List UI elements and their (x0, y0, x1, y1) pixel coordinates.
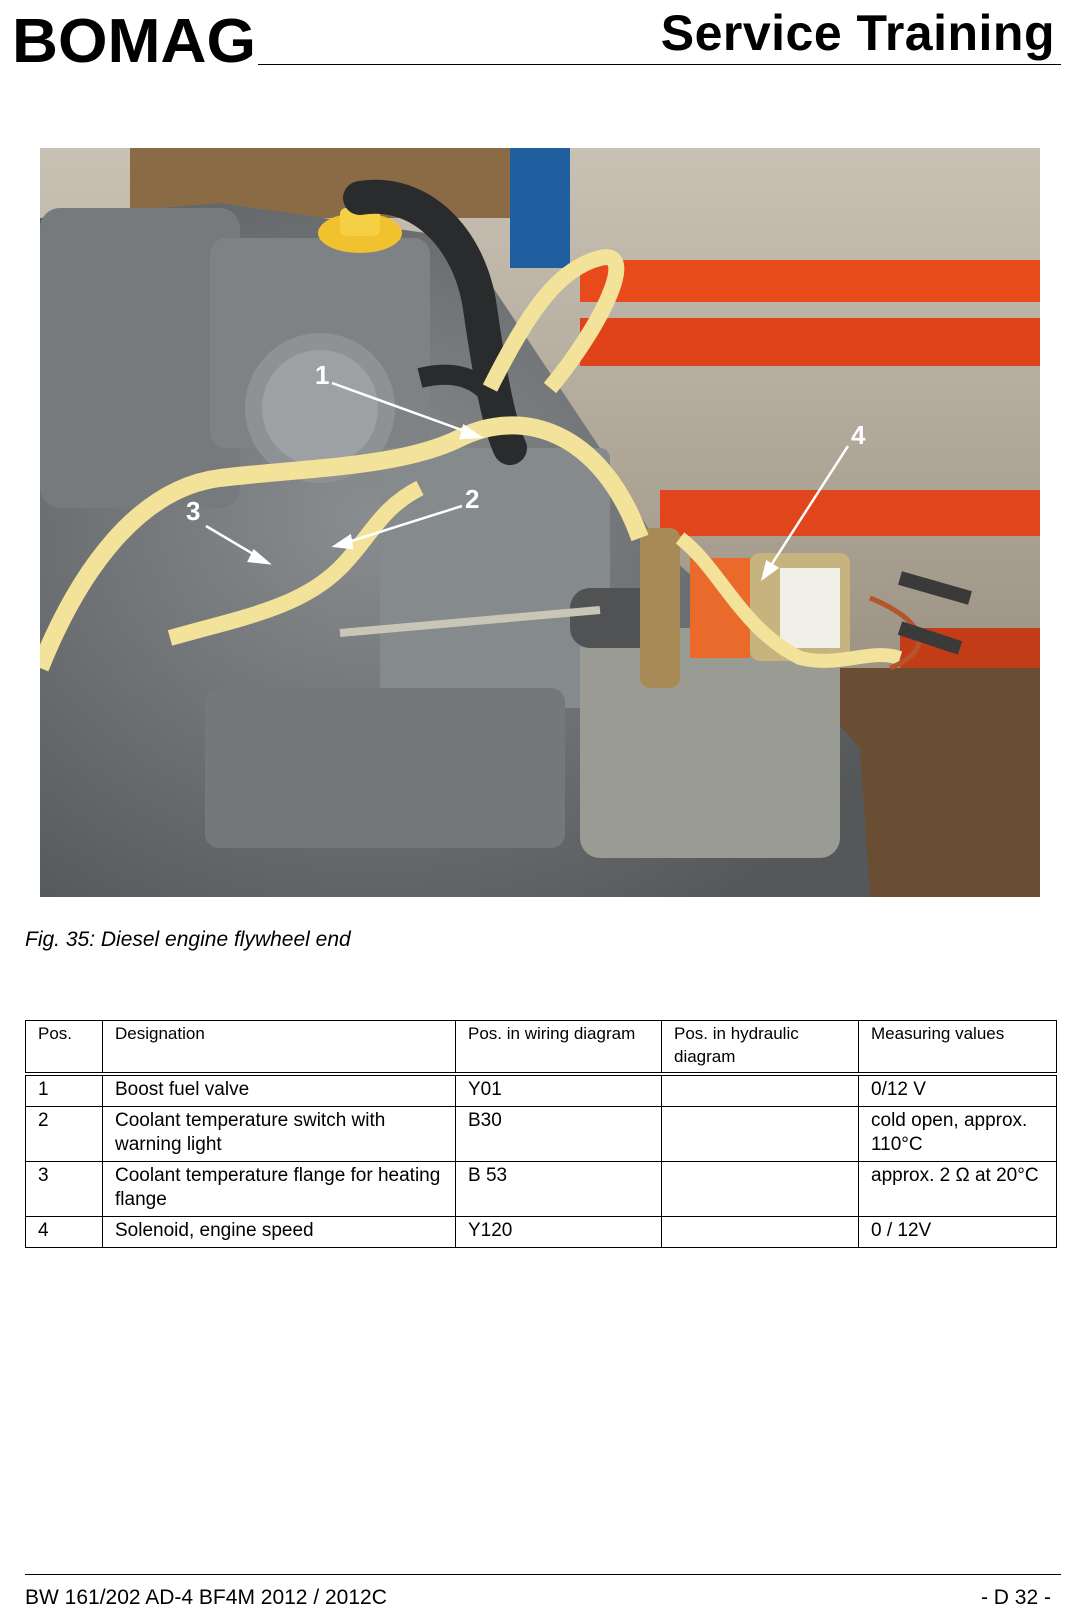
cell-wiring-pos: B 53 (456, 1162, 662, 1217)
table-row (26, 1074, 1057, 1107)
table-row (26, 1107, 1057, 1162)
cell-measuring-value: approx. 2 Ω at 20°C (859, 1162, 1057, 1217)
callout-4: 4 (851, 420, 866, 450)
cell-designation: Solenoid, engine speed (103, 1217, 456, 1248)
cell-wiring-pos: B30 (456, 1107, 662, 1162)
column-header: Pos. in hydraulic diagram (662, 1021, 859, 1075)
cell-measuring-value: 0/12 V (859, 1074, 1057, 1107)
table-header-row (26, 1021, 1057, 1075)
engine-photo (40, 148, 1040, 897)
footer-divider (25, 1574, 1061, 1575)
page-number: - D 32 - (980, 1586, 1051, 1609)
callout-1: 1 (315, 360, 330, 390)
cell-pos: 1 (26, 1074, 103, 1107)
cell-hydraulic-pos (662, 1217, 859, 1248)
bomag-logo (12, 12, 260, 68)
figure-caption: Fig. 35: Diesel engine flywheel end (25, 928, 351, 951)
cell-hydraulic-pos (662, 1074, 859, 1107)
cell-wiring-pos: Y01 (456, 1074, 662, 1107)
logo-text: BOMAG (12, 12, 256, 68)
table-row (26, 1162, 1057, 1217)
table-row (26, 1217, 1057, 1248)
cell-measuring-value: cold open, approx. 110°C (859, 1107, 1057, 1162)
parts-table (25, 1020, 1057, 1248)
cell-measuring-value: 0 / 12V (859, 1217, 1057, 1248)
cell-pos: 4 (26, 1217, 103, 1248)
callout-3: 3 (186, 496, 201, 526)
cell-wiring-pos: Y120 (456, 1217, 662, 1248)
cell-hydraulic-pos (662, 1162, 859, 1217)
header-divider (258, 64, 1061, 65)
column-header: Measuring values (859, 1021, 1057, 1075)
column-header: Designation (103, 1021, 456, 1075)
cell-designation: Coolant temperature flange for heating flange (103, 1162, 456, 1217)
column-header: Pos. (26, 1021, 103, 1075)
callout-2: 2 (465, 484, 480, 514)
cell-pos: 3 (26, 1162, 103, 1217)
cell-designation: Boost fuel valve (103, 1074, 456, 1107)
cell-designation: Coolant temperature switch with warning light (103, 1107, 456, 1162)
footer-model: BW 161/202 AD-4 BF4M 2012 / 2012C (25, 1586, 387, 1609)
cell-hydraulic-pos (662, 1107, 859, 1162)
page-title: Service Training (660, 5, 1055, 61)
column-header: Pos. in wiring diagram (456, 1021, 662, 1075)
cell-pos: 2 (26, 1107, 103, 1162)
